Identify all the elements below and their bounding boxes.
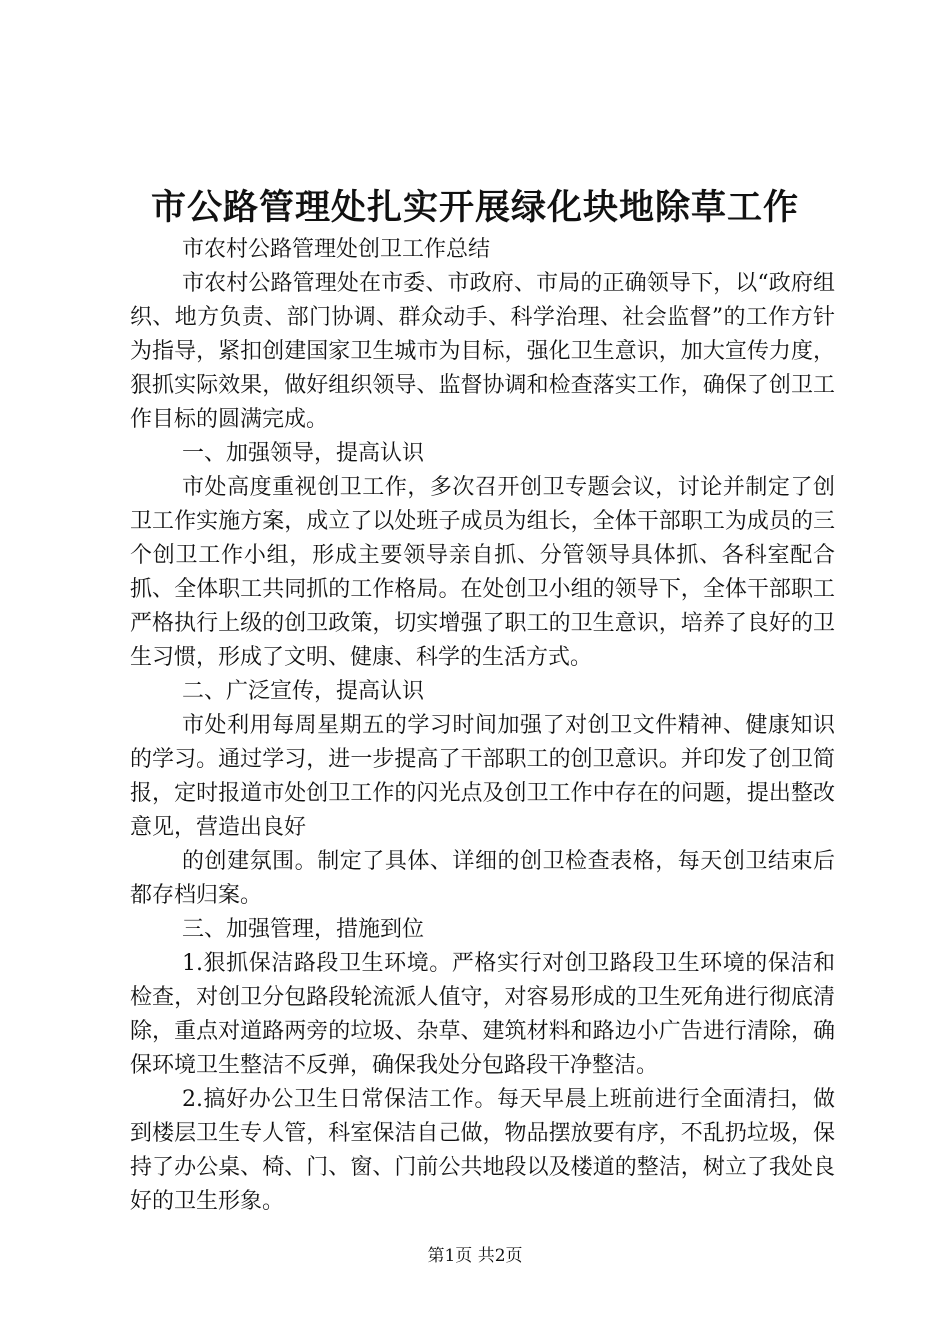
section-heading-1: 一、加强领导，提高认识 [182,441,425,466]
section-3-item-2: 2.搞好办公卫生日常保洁工作。每天早晨上班前进行全面清扫，做到楼层卫生专人管，科室保洁自己做，物品摆放要有序，不乱扔垃圾，保持了办公桌、椅、门、窗、门前公共地段以及楼道的整洁，树立了我处良好的卫生形象。 [130,1087,835,1214]
section-3-item-1: 1.狠抓保洁路段卫生环境。严格实行对创卫路段卫生环境的保洁和检查，对创卫分包路段轮流派人值守，对容易形成的卫生死角进行彻底清除，重点对道路两旁的垃圾、杂草、建筑材料和路边小广告进行清除，确保环境卫生整洁不反弹，确保我处分包路段干净整洁。 [130,951,835,1078]
section-2-paragraph-continued: 的创建氛围。制定了具体、详细的创卫检查表格，每天创卫结束后都存档归案。 [130,849,835,908]
intro-paragraph: 市农村公路管理处在市委、市政府、市局的正确领导下，以“政府组织、地方负责、部门协调、群众动手、科学治理、社会监督”的工作方针为指导，紧扣创建国家卫生城市为目标，强化卫生意识，加大宣传力度，狠抓实际效果，做好组织领导、监督协调和检查落实工作，确保了创卫工作目标的圆满完成。 [130,271,835,432]
section-2-paragraph: 市处利用每周星期五的学习时间加强了对创卫文件精神、健康知识的学习。通过学习，进一步提高了干部职工的创卫意识。并印发了创卫简报，定时报道市处创卫工作的闪光点及创卫工作中存在的问题，提出整改意见，营造出良好 [130,713,835,840]
document-body [130,233,835,1219]
page-number-footer: 第1页 共2页 [427,1246,523,1266]
section-heading-2: 二、广泛宣传，提高认识 [182,679,425,704]
document-title: 市公路管理处扎实开展绿化块地除草工作 [150,187,799,228]
section-heading-3: 三、加强管理，措施到位 [182,917,425,942]
section-1-paragraph: 市处高度重视创卫工作，多次召开创卫专题会议，讨论并制定了创卫工作实施方案，成立了以处班子成员为组长，全体干部职工为成员的三个创卫工作小组，形成主要领导亲自抓、分管领导具体抓、各科室配合抓、全体职工共同抓的工作格局。在处创卫小组的领导下，全体干部职工严格执行上级的创卫政策，切实增强了职工的卫生意识，培养了良好的卫生习惯，形成了文明、健康、科学的生活方式。 [130,475,835,670]
subtitle-paragraph: 市农村公路管理处创卫工作总结 [182,237,491,262]
